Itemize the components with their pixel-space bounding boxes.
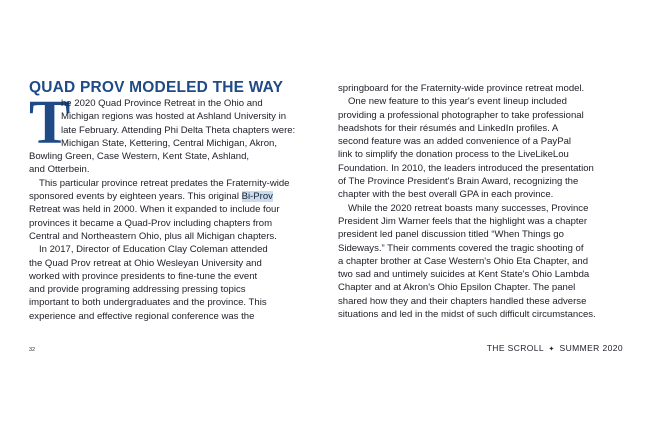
text-line: headshots for their résumés and LinkedIn profiles. A [338,122,559,134]
text-line: springboard for the Fraternity-wide province retreat model. [338,83,585,94]
text-segment: sponsored events by eighteen years. This original [29,191,242,203]
text-line: While the 2020 retreat boasts many successes, Province [348,202,589,214]
paragraph-continuation [338,82,623,95]
text-line: One new feature to this year's event lineup included [348,96,567,108]
paragraph-new-features [338,95,623,201]
text-line: worked with province presidents to fine-tune the event [29,270,258,282]
highlighted-text[interactable]: Bi-Prov [241,191,273,203]
text-line: experience and effective regional conference was the [29,310,255,322]
text-line: Central and Northeastern Ohio, plus all Michigan chapters. [29,230,277,242]
text-line: of The Province President's Brain Award, recognizing the [338,176,579,188]
text-line: Chapter and at Akron's Ohio Epsilon Chapter. The panel [338,282,576,294]
text-line: the Quad Prov retreat at Ohio Wesleyan University and [29,257,262,269]
text-line: he 2020 Quad Province Retreat in the Ohio and [61,98,263,109]
drop-cap: T [29,89,71,157]
text-line: late February. Attending Phi Delta Theta chapters were: [61,124,296,136]
text-line: situations and led in the midst of such difficult circumstances. [338,309,596,321]
text-line [29,190,305,203]
text-line: two sad and untimely suicides at Kent State's Ohio Lambda [338,269,590,281]
text-line: second feature was an added convenience of a PayPal [338,136,571,148]
text-line: Bowling Green, Case Western, Kent State, Ashland, [29,151,250,163]
publication-footer [487,343,623,353]
text-line: Michigan regions was hosted at Ashland University in [61,111,286,123]
text-line: important to both undergraduates and the province. This [29,297,267,309]
text-line: This particular province retreat predates the Fraternity-wide [39,177,290,189]
paragraph-highlight [338,202,623,322]
text-line: President Jim Warner feels that the highlight was a chapter [338,215,588,227]
text-line: and provide programing addressing pressing topics [29,284,246,296]
text-line: providing a professional photographer to take professional [338,109,584,121]
text-line: Retreat was held in 2000. When it expanded to include four [29,204,280,216]
article-heading: QUAD PROV MODELED THE WAY [29,79,284,96]
text-line: president led panel discussion titled “When Things go [338,229,564,241]
paragraph-intro [29,89,305,177]
text-line: In 2017, Director of Education Clay Coleman attended [39,244,268,256]
right-column [338,82,623,321]
text-line: Michigan State, Kettering, Central Michigan, Akron, [61,137,277,149]
issue-date: SUMMER 2020 [559,343,623,353]
page-number: 32 [29,347,36,353]
text-line: and Otterbein. [29,164,90,176]
paragraph-2017 [29,243,305,323]
text-line: shared how they and their chapters handled these adverse [338,295,587,307]
text-line: Foundation. In 2010, the leaders introduced the presentation [338,162,594,174]
paragraph-history [29,177,305,243]
publication-name: THE SCROLL [486,343,544,353]
text-line: chapter with the best overall GPA in each province. [338,189,554,201]
left-column [29,80,305,323]
text-line: Sideways.” Their comments covered the tragic shooting of [338,242,584,254]
text-line: a chapter brother at Case Western's Ohio Eta Chapter, and [338,255,589,267]
separator-icon: ✦ [548,346,555,353]
text-line: link to simplify the donation process to the LiveLikeLou [338,149,569,161]
text-line: provinces it became a Quad-Prov including chapters from [29,217,273,229]
